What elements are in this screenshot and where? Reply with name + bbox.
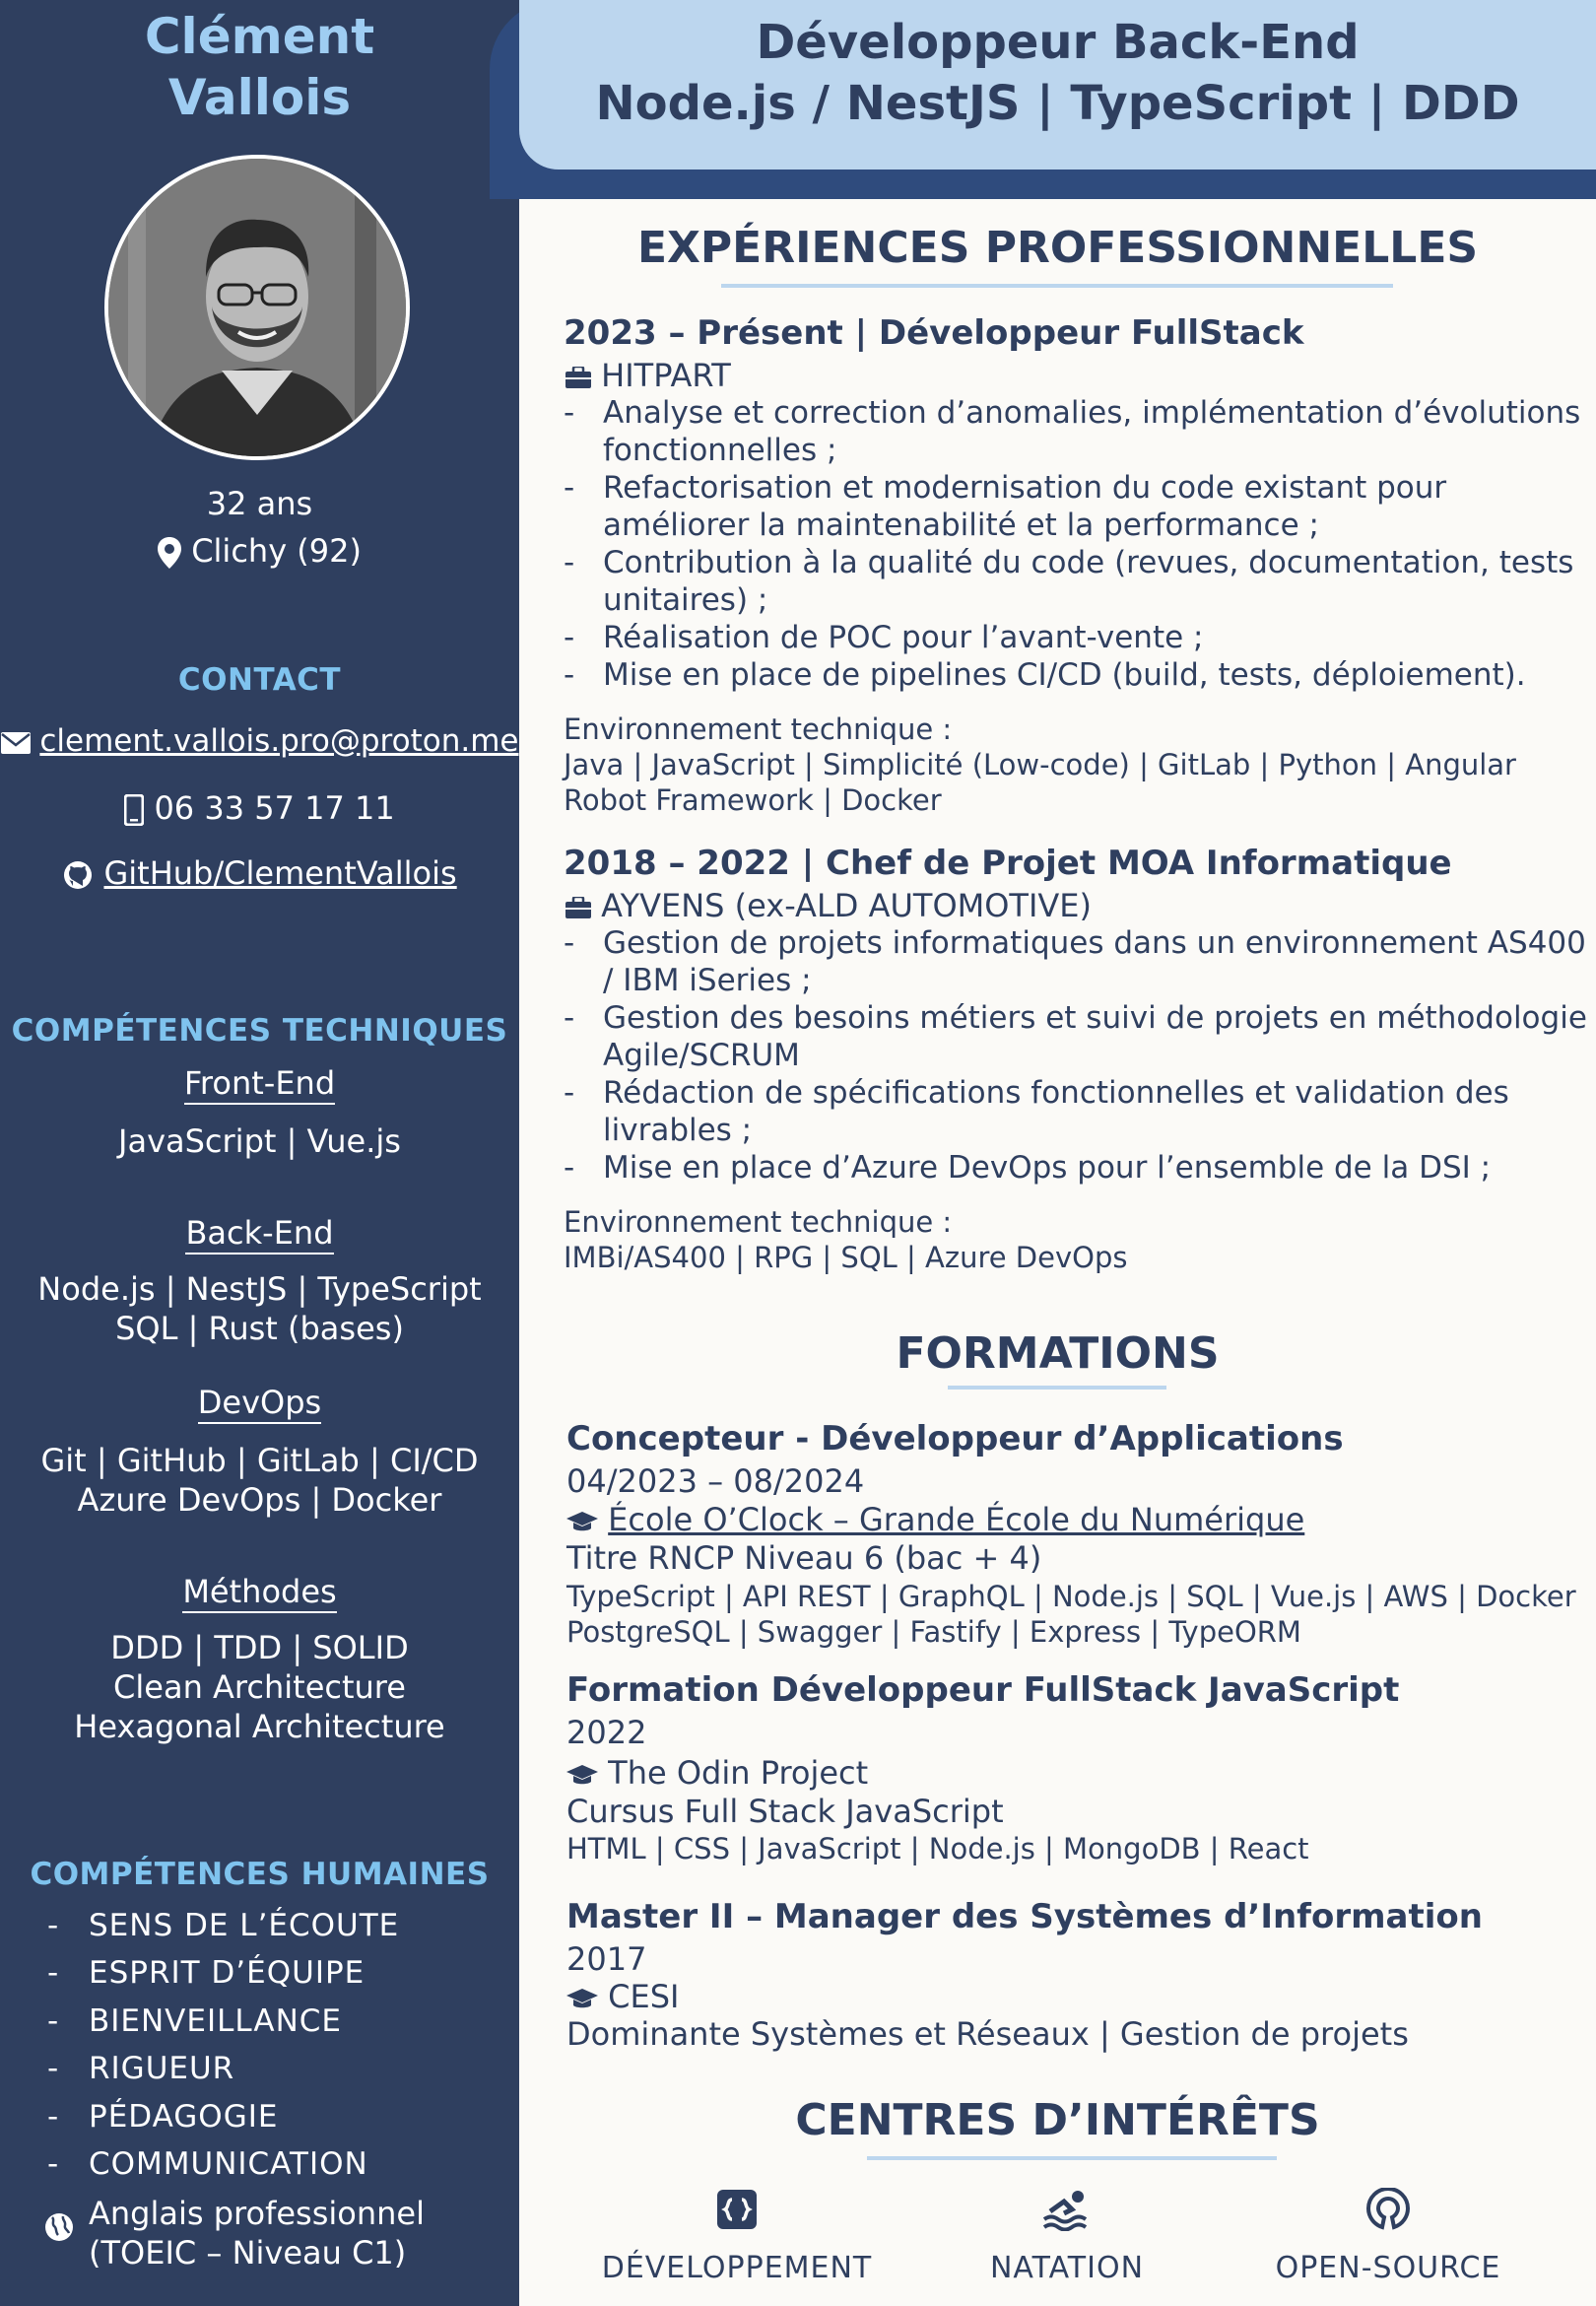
skill-group-back-end: Back-End	[0, 1214, 519, 1252]
skill-group-methodes: Méthodes	[0, 1573, 519, 1610]
soft-skill-item: - SENS DE L’ÉCOUTE	[47, 1908, 400, 1943]
job-headline	[519, 12, 1596, 134]
job-tech-env: Environnement technique : IMBi/AS400 | RPG | SQL | Azure DevOps	[564, 1205, 1128, 1274]
education-date: 2022	[566, 1714, 647, 1751]
education-title-item: Formation Développeur FullStack JavaScript	[566, 1670, 1400, 1710]
headline-line-2: Node.js / NestJS | TypeScript | DDD	[595, 76, 1520, 131]
education-date: 04/2023 – 08/2024	[566, 1462, 865, 1500]
education-school: CESI	[566, 1978, 679, 2015]
language-name: Anglais professionnel	[89, 2195, 425, 2232]
soft-skill-item: - BIENVEILLANCE	[47, 2003, 343, 2039]
contact-phone	[0, 789, 519, 827]
github-icon	[62, 859, 94, 891]
language-level: (TOEIC – Niveau C1)	[89, 2234, 407, 2272]
job-bullets	[564, 394, 1588, 694]
candidate-name	[0, 6, 519, 128]
open-source-icon	[1366, 2188, 1410, 2231]
sidebar	[0, 0, 519, 2306]
job-bullet: - Refactorisation et modernisation du code existant pour améliorer la maintenabilité et la performance ;	[564, 469, 1588, 544]
location-pin-icon	[158, 537, 181, 569]
profile-photo	[104, 155, 410, 460]
soft-skill-item: - RIGUEUR	[47, 2051, 235, 2086]
education-school[interactable]	[566, 1501, 1304, 1538]
job-bullet: - Mise en place de pipelines CI/CD (build, tests, déploiement).	[564, 656, 1588, 694]
job-bullet: - Analyse et correction d’anomalies, implémentation d’évolutions fonctionnelles ;	[564, 394, 1588, 469]
interests-title-underline	[867, 2156, 1277, 2160]
job-bullet: - Gestion de projets informatiques dans un environnement AS400 / IBM iSeries ;	[564, 924, 1588, 999]
experience-title-underline	[721, 284, 1393, 288]
last-name: Vallois	[167, 69, 352, 126]
education-date: 2017	[566, 1940, 647, 1978]
interest-item: DÉVELOPPEMENT	[560, 2188, 914, 2285]
job-bullets	[564, 924, 1588, 1187]
school-link[interactable]: École O’Clock – Grande École du Numérique	[608, 1501, 1305, 1538]
headline-line-1: Développeur Back-End	[756, 15, 1360, 70]
envelope-icon	[1, 732, 31, 754]
soft-skill-item: - PÉDAGOGIE	[47, 2099, 279, 2135]
graduation-cap-icon	[566, 1763, 598, 1787]
job-company: AYVENS (ex-ALD AUTOMOTIVE)	[565, 887, 1092, 924]
phone-text: 06 33 57 17 11	[154, 789, 395, 827]
job-title: 2018 – 2022 | Chef de Projet MOA Informatique	[564, 844, 1452, 883]
contact-github[interactable]	[0, 854, 519, 892]
location	[0, 532, 519, 570]
contact-email[interactable]	[0, 723, 519, 759]
soft-skills-title: COMPÉTENCES HUMAINES	[30, 1857, 490, 1892]
skill-group-devops: DevOps	[0, 1384, 519, 1421]
location-text: Clichy (92)	[191, 532, 362, 570]
age: 32 ans	[206, 485, 313, 522]
swimmer-icon	[1042, 2188, 1092, 2231]
education-detail: Titre RNCP Niveau 6 (bac + 4)	[566, 1539, 1042, 1577]
briefcase-icon	[565, 367, 591, 388]
phone-icon	[124, 794, 144, 826]
experience-title: EXPÉRIENCES PROFESSIONNELLES	[636, 223, 1479, 273]
globe-icon	[43, 2211, 75, 2243]
tech-skills-title: COMPÉTENCES TECHNIQUES	[11, 1013, 508, 1049]
job-bullet: - Rédaction de spécifications fonctionnelles et validation des livrables ;	[564, 1074, 1588, 1149]
skill-list-back-end: Node.js | NestJS | TypeScript SQL | Rust (bases)	[37, 1270, 482, 1347]
education-detail: Cursus Full Stack JavaScript	[566, 1793, 1004, 1830]
first-name: Clément	[144, 8, 375, 65]
code-braces-icon	[715, 2188, 759, 2231]
graduation-cap-icon	[566, 1510, 598, 1533]
contact-title: CONTACT	[177, 662, 342, 698]
education-detail: Dominante Systèmes et Réseaux | Gestion de projets	[566, 2015, 1409, 2053]
interest-item: OPEN-SOURCE	[1211, 2188, 1565, 2285]
education-title: FORMATIONS	[896, 1328, 1220, 1379]
job-bullet: - Mise en place d’Azure DevOps pour l’ensemble de la DSI ;	[564, 1149, 1588, 1187]
education-tech: HTML | CSS | JavaScript | Node.js | MongoDB | React	[566, 1832, 1309, 1865]
skill-list-methodes: DDD | TDD | SOLID Clean Architecture Hexagonal Architecture	[74, 1629, 445, 1745]
github-link[interactable]: GitHub/ClementVallois	[103, 854, 457, 892]
soft-skill-item: - ESPRIT D’ÉQUIPE	[47, 1955, 366, 1991]
graduation-cap-icon	[566, 1987, 598, 2010]
job-title: 2023 – Présent | Développeur FullStack	[564, 313, 1304, 353]
briefcase-icon	[565, 897, 591, 918]
skill-group-front-end: Front-End	[0, 1064, 519, 1102]
skill-list-devops: Git | GitHub | GitLab | CI/CD Azure DevOps | Docker	[40, 1442, 479, 1519]
email-link[interactable]: clement.vallois.pro@proton.me	[39, 723, 519, 759]
skill-list-front-end: JavaScript | Vue.js	[118, 1122, 401, 1160]
job-bullet: - Contribution à la qualité du code (revues, documentation, tests unitaires) ;	[564, 544, 1588, 619]
education-title-underline	[948, 1386, 1166, 1390]
soft-skill-item: - COMMUNICATION	[47, 2146, 368, 2182]
interests-title: CENTRES D’INTÉRÊTS	[795, 2095, 1320, 2145]
education-school: The Odin Project	[566, 1754, 868, 1792]
job-bullet: - Gestion des besoins métiers et suivi de projets en méthodologie Agile/SCRUM	[564, 999, 1588, 1074]
education-title-item: Master II – Manager des Systèmes d’Information	[566, 1897, 1483, 1936]
job-company: HITPART	[565, 357, 731, 394]
interest-item: NATATION	[890, 2188, 1244, 2285]
job-tech-env: Environnement technique : Java | JavaScript | Simplicité (Low-code) | GitLab | Python | Angular Robot Framework | Docker	[564, 712, 1516, 817]
education-tech: TypeScript | API REST | GraphQL | Node.js | SQL | Vue.js | AWS | Docker PostgreSQL | Swagger | Fastify | Express | TypeORM	[566, 1580, 1576, 1649]
job-bullet: - Réalisation de POC pour l’avant-vente ;	[564, 619, 1588, 656]
education-title-item: Concepteur - Développeur d’Applications	[566, 1419, 1344, 1458]
